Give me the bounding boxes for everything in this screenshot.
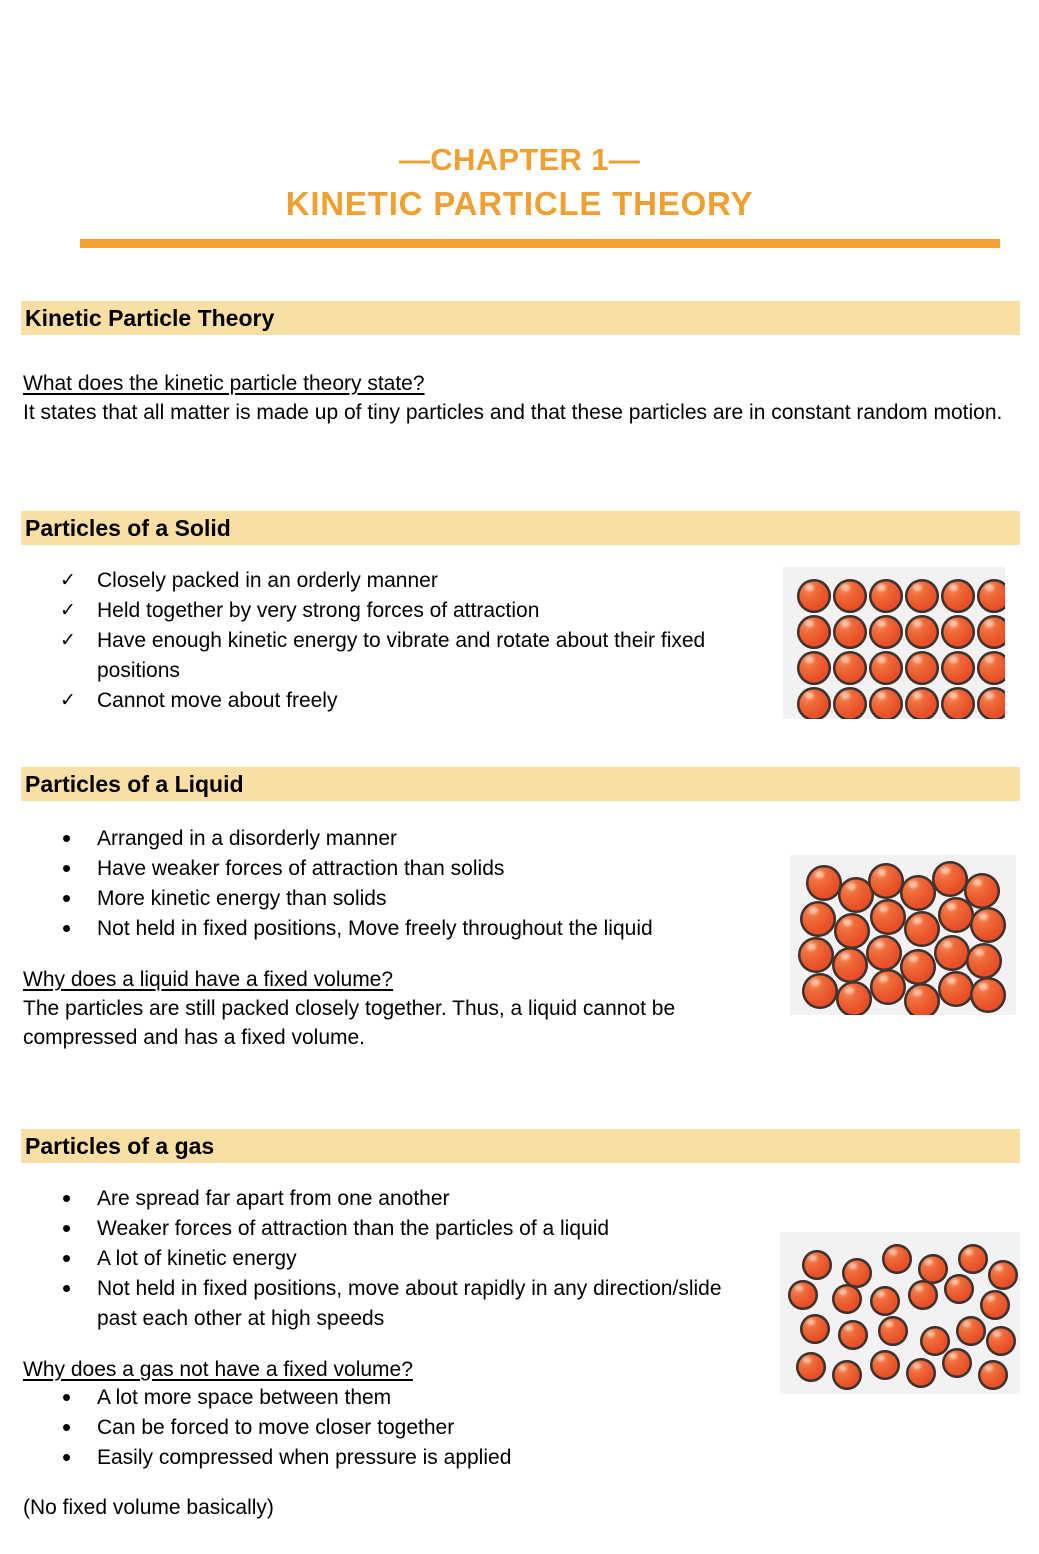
particle [869,651,903,685]
list-item [0,1443,730,1473]
liquid-particle-diagram [790,855,1016,1015]
bullet-icon: • [62,853,72,883]
particle [832,1284,862,1314]
particle [905,651,939,685]
list-item-text: A lot more space between them [97,1386,392,1409]
particle [870,1286,900,1316]
particle [932,861,968,897]
particle [986,1326,1016,1356]
list-item [0,596,740,626]
particle [797,579,831,613]
list-item [0,1184,730,1214]
bullet-icon: • [62,1213,72,1243]
particle [870,1350,900,1380]
particle [938,971,974,1007]
list-item [0,1244,730,1274]
list-item-text: Not held in fixed positions, move about rapidly in any direction/slide past each other at high speeds [97,1277,722,1330]
particle [832,947,868,983]
section-header-kinetic-particle-theory [21,301,1020,335]
particle [870,899,906,935]
section-heading-label: Particles of a gas [25,1133,215,1159]
particle [934,935,970,971]
chapter-number-line: —CHAPTER 1— [399,142,640,177]
particle [900,875,936,911]
particle [977,651,1005,685]
section-heading-label: Kinetic Particle Theory [25,305,275,331]
bullet-icon: • [62,1382,72,1412]
particle [797,651,831,685]
particle [878,1316,908,1346]
particle [796,1352,826,1382]
list-item-text: Cannot move about freely [97,689,338,712]
particle [905,615,939,649]
bullet-icon: • [62,823,72,853]
list-item [0,854,760,884]
list-item [0,1413,730,1443]
particle [797,687,831,719]
particle [908,1280,938,1310]
particle [869,615,903,649]
particle [904,983,940,1015]
particle [988,1260,1018,1290]
gas-footnote: (No fixed volume basically) [23,1496,274,1519]
section-header-particles-of-a-gas [21,1129,1020,1163]
particle [958,1244,988,1274]
gas-sub-bullet-list [0,1383,730,1473]
solid-bullet-list [0,566,740,716]
particle [938,897,974,933]
particle [900,949,936,985]
particle [797,615,831,649]
particle [970,977,1006,1013]
particle [838,1320,868,1350]
particle [836,981,872,1015]
particle [869,579,903,613]
particle [866,935,902,971]
particle [798,937,834,973]
list-item [0,1383,730,1413]
particle [833,615,867,649]
particle [788,1280,818,1310]
particle [834,913,870,949]
bullet-icon: • [62,913,72,943]
list-item-text: Arranged in a disorderly manner [97,827,397,850]
bullet-icon: • [62,1442,72,1472]
particle [977,615,1005,649]
list-item-text: Held together by very strong forces of attraction [97,599,540,622]
particle [941,615,975,649]
particle [977,687,1005,719]
list-item [0,914,760,944]
particle [956,1316,986,1346]
list-item [0,884,760,914]
list-item-text: Have enough kinetic energy to vibrate and rotate about their fixed positions [97,629,706,682]
particle [978,1360,1008,1390]
section-header-particles-of-a-liquid [21,767,1020,801]
list-item-text: More kinetic energy than solids [97,887,387,910]
list-item [0,1214,730,1244]
list-item-text: Weaker forces of attraction than the particles of a liquid [97,1217,610,1240]
particle [882,1244,912,1274]
particle [906,1358,936,1388]
list-item-text: Easily compressed when pressure is applied [97,1446,512,1469]
section-heading-label: Particles of a Liquid [25,771,244,797]
particle [870,969,906,1005]
title-divider-rule [80,239,1000,248]
particle [941,687,975,719]
list-item-text: Can be forced to move closer together [97,1416,455,1439]
gas-bullet-list [0,1184,730,1334]
bullet-icon: • [62,883,72,913]
particle [833,579,867,613]
list-item [0,1274,730,1334]
section-heading-label: Particles of a Solid [25,515,231,541]
particle [941,579,975,613]
list-item-text: Are spread far apart from one another [97,1187,450,1210]
list-item-text: A lot of kinetic energy [97,1247,297,1270]
check-icon: ✓ [60,630,76,651]
particle [980,1290,1010,1320]
particle [869,687,903,719]
particle [832,1360,862,1390]
bullet-icon: • [62,1183,72,1213]
list-item [0,686,740,716]
list-item [0,824,760,854]
liquid-question-block [23,966,773,1052]
check-icon: ✓ [60,600,76,621]
liquid-question: Why does a liquid have a fixed volume? [23,968,394,991]
list-item [0,626,740,686]
liquid-answer: The particles are still packed closely together. Thus, a liquid cannot be compressed and has a fixed volume. [23,997,676,1049]
kinetic-answer: It states that all matter is made up of tiny particles and that these particles are in constant random motion. [23,401,1003,424]
particle [833,651,867,685]
chapter-title-line: KINETIC PARTICLE THEORY [285,185,754,222]
check-icon: ✓ [60,570,76,591]
list-item-text: Closely packed in an orderly manner [97,569,438,592]
list-item-text: Not held in fixed positions, Move freely throughout the liquid [97,917,653,940]
section-header-particles-of-a-solid [21,511,1020,545]
particle [905,579,939,613]
particle [905,687,939,719]
particle [802,1250,832,1280]
particle [970,907,1006,943]
particle [868,863,904,899]
check-icon: ✓ [60,690,76,711]
particle [977,579,1005,613]
particle [944,1274,974,1304]
gas-question: Why does a gas not have a fixed volume? [23,1358,413,1381]
particle [833,687,867,719]
bullet-icon: • [62,1273,72,1303]
particle [942,1348,972,1378]
particle [800,1314,830,1344]
liquid-bullet-list [0,824,760,944]
list-item-text: Have weaker forces of attraction than solids [97,857,505,880]
particle [904,911,940,947]
bullet-icon: • [62,1412,72,1442]
kinetic-question-block [23,370,1013,427]
gas-particle-diagram [780,1232,1020,1394]
solid-particle-diagram [783,567,1005,719]
particle [802,973,838,1009]
particle [806,865,842,901]
bullet-icon: • [62,1243,72,1273]
page-title [0,140,1039,225]
particle [966,943,1002,979]
list-item [0,566,740,596]
kinetic-question: What does the kinetic particle theory state? [23,372,425,395]
particle [800,901,836,937]
particle [941,651,975,685]
